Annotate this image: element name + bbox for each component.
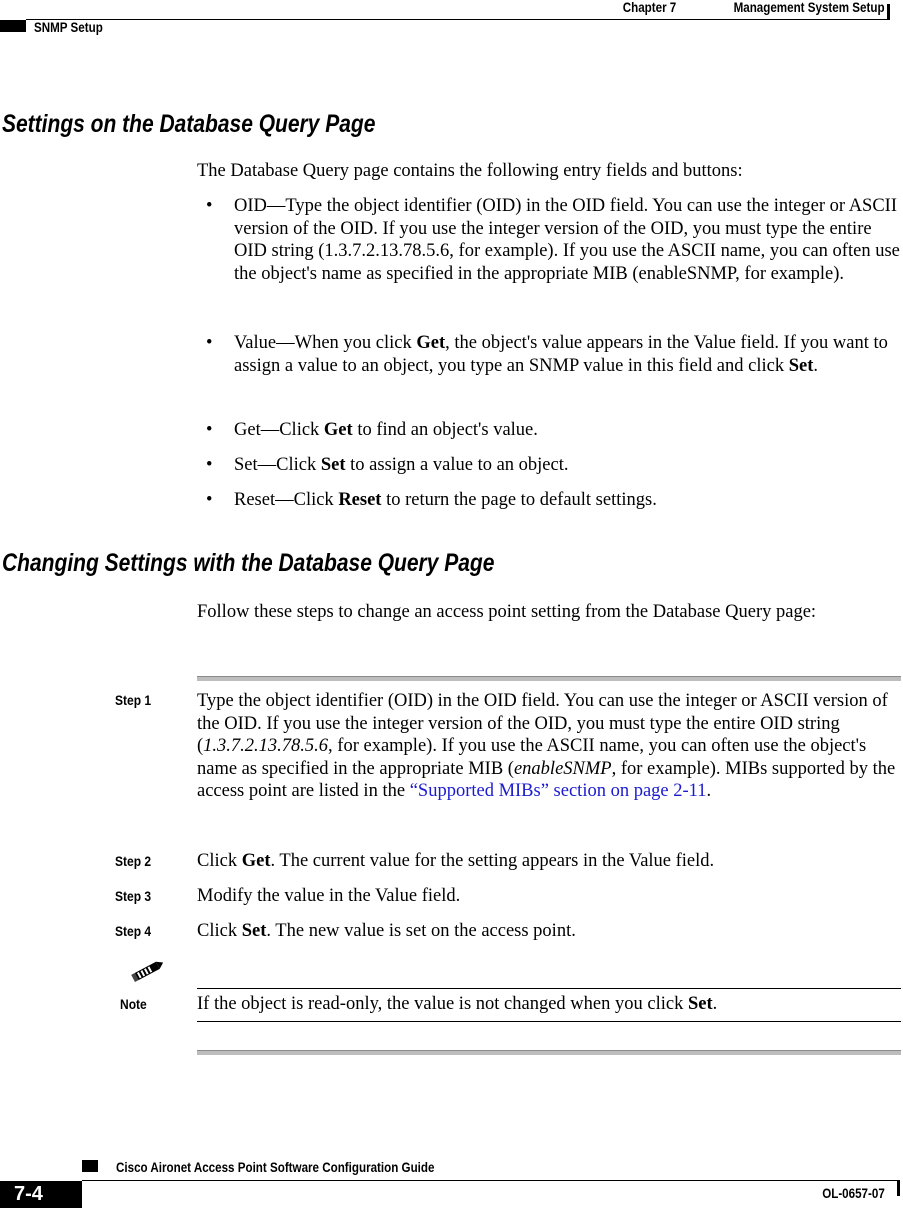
header-rule: [26, 19, 889, 20]
footer-right-tick: [897, 1180, 900, 1196]
step-3-text: Modify the value in the Value field.: [197, 886, 461, 906]
note-top-rule: [197, 988, 901, 989]
footer-rule: [82, 1180, 900, 1181]
bullet-value-text: Value—When you click Get, the object's value appears in the Value field. If you want to assign a value to an object, you type an SNMP value in this field and click Set.: [234, 333, 888, 376]
bullet-reset-text: Reset—Click Reset to return the page to default settings.: [234, 490, 657, 510]
note-label: Note: [120, 996, 147, 1012]
step-label: Step 2: [115, 853, 152, 869]
header-chapter: Chapter 7: [622, 0, 676, 15]
step-2-text: Click Get. The current value for the setting appears in the Value field.: [197, 851, 715, 871]
step-1-text: Type the object identifier (OID) in the OID field. You can use the integer or ASCII version of the OID. If you use the integer version of the OID, you must type the entire OID string (1.3.7.2.13.78.5.6, for example). If you use the ASCII name, you can often use the object's name as specified in the appropriate MIB (enableSNMP, for example). MIBs supported by the access point are listed in the “Supported MIBs” section on page 2-11.: [197, 691, 896, 802]
bullet-dot: •: [206, 455, 213, 475]
section-heading-changing: Changing Settings with the Database Query Page: [2, 549, 495, 577]
page-header: [0, 0, 903, 40]
page-footer: [0, 1150, 903, 1208]
supported-mibs-link[interactable]: “Supported MIBs” section on page 2-11: [409, 781, 707, 802]
bullet-dot: •: [206, 490, 213, 510]
section-heading-settings: Settings on the Database Query Page: [2, 110, 376, 138]
section2-intro: Follow these steps to change an access point setting from the Database Query page:: [197, 602, 817, 622]
footer-guide-title: Cisco Aironet Access Point Software Configuration Guide: [116, 1160, 435, 1175]
pencil-icon: [131, 958, 167, 982]
step-label: Step 4: [115, 923, 152, 939]
bullet-dot: •: [206, 196, 213, 216]
footer-left-tab: [82, 1160, 98, 1172]
procedure-bottom-rule: [197, 1050, 901, 1055]
bullet-get-text: Get—Click Get to find an object's value.: [234, 420, 538, 440]
header-section: SNMP Setup: [34, 20, 103, 35]
step-label: Step 3: [115, 888, 152, 904]
bullet-set-text: Set—Click Set to assign a value to an object.: [234, 455, 569, 475]
header-chapter-title: Management System Setup: [734, 0, 885, 15]
header-left-tab: [0, 20, 26, 32]
bullet-dot: •: [206, 420, 213, 440]
step-4-text: Click Set. The new value is set on the access point.: [197, 921, 576, 941]
header-right-tick: [887, 4, 890, 20]
note-bottom-rule: [197, 1021, 901, 1022]
note-text: If the object is read-only, the value is not changed when you click Set.: [197, 994, 718, 1014]
bullet-oid-text: OID—Type the object identifier (OID) in the OID field. You can use the integer or ASCII version of the OID. If you use the integer version of the OID, you must type the entire OID string (1.3.7.2.13.78.5.6, for example). If you use the ASCII name, you can often use the object's name as specified in the appropriate MIB (enableSNMP, for example).: [234, 196, 900, 284]
page-number: 7-4: [14, 1183, 43, 1205]
section1-intro: The Database Query page contains the following entry fields and buttons:: [197, 161, 743, 181]
step-label: Step 1: [115, 692, 152, 708]
page-number-box: [0, 1181, 82, 1208]
procedure-top-rule: [197, 676, 901, 681]
bullet-dot: •: [206, 333, 213, 353]
footer-doc-number: OL-0657-07: [822, 1186, 885, 1201]
